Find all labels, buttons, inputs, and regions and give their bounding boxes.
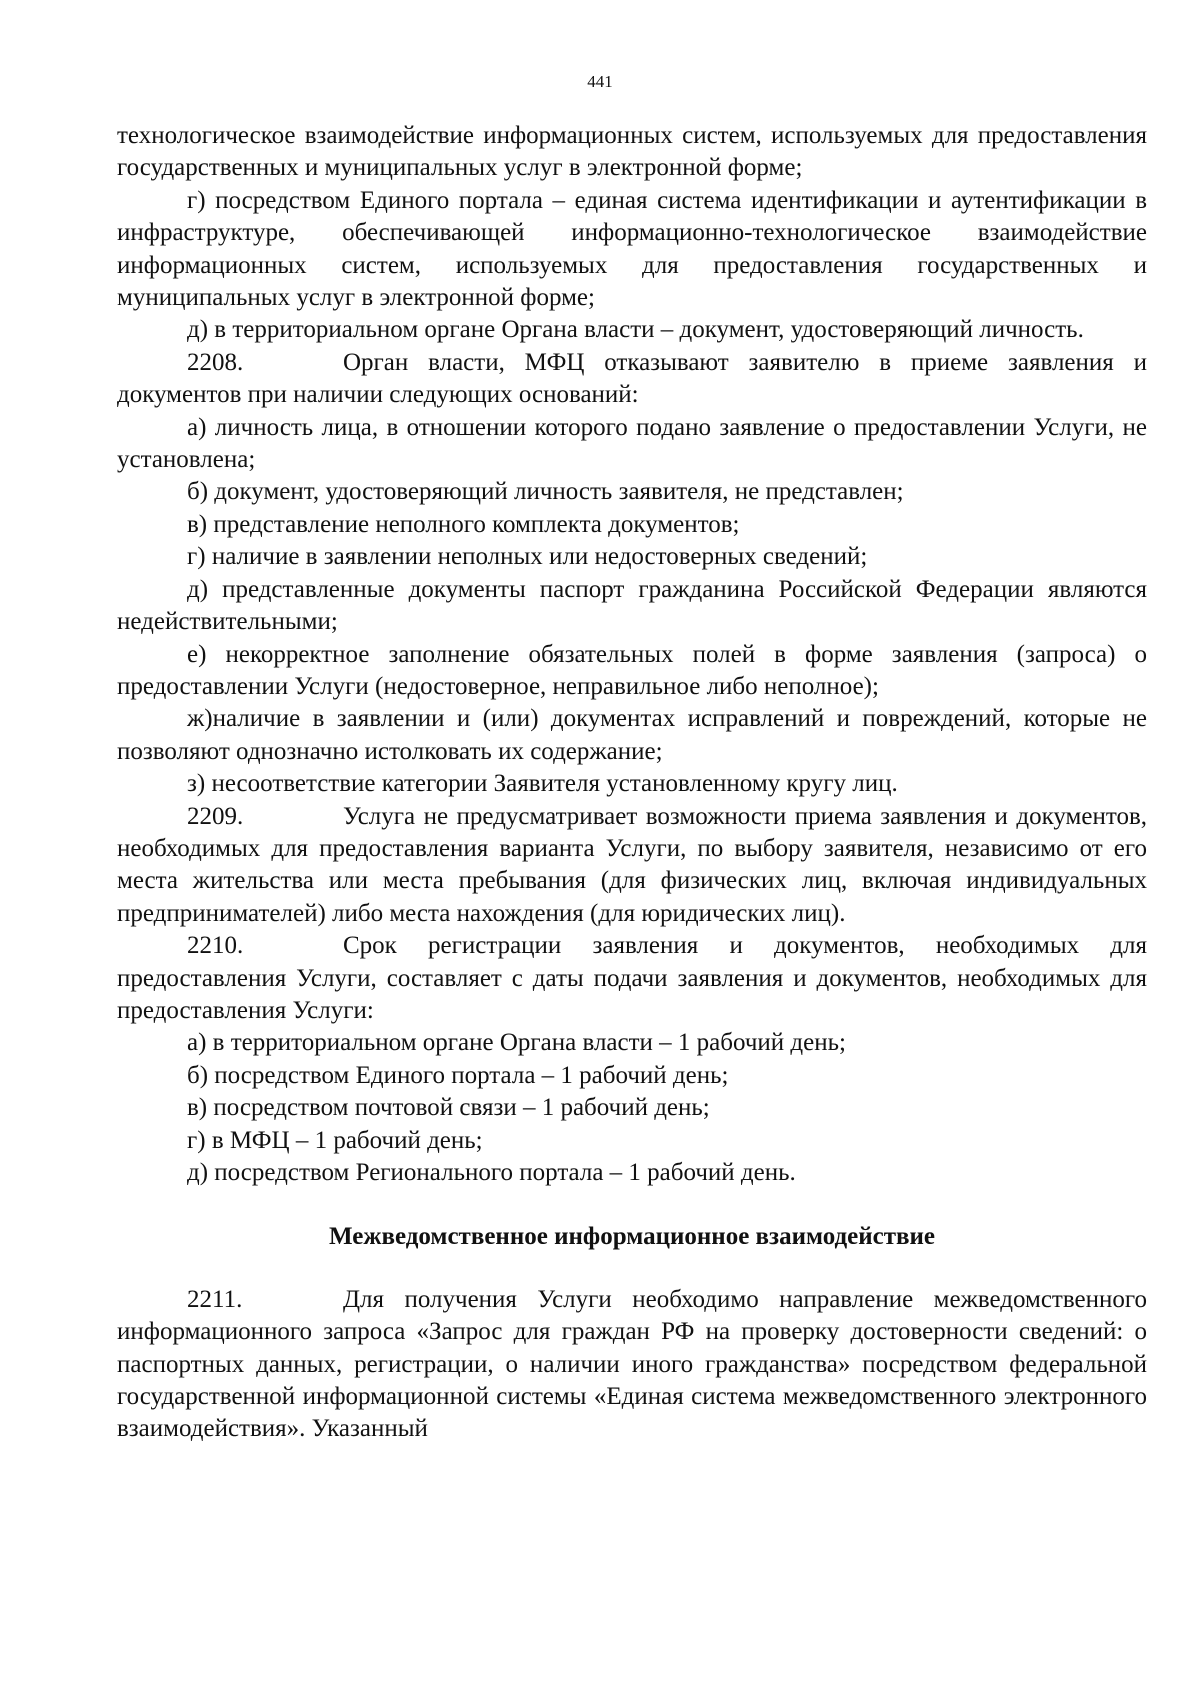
clause-2208: [117, 347, 1147, 412]
deadline-item-v: в) посредством почтовой связи – 1 рабочий день;: [187, 1094, 710, 1122]
deadline-item-d: д) посредством Регионального портала – 1 рабочий день.: [187, 1159, 796, 1186]
clause-number: 2209.: [187, 802, 244, 830]
list-item-g: г) посредством Единого портала – единая система идентификации и аутентификации в инфраструктуре, обеспечивающей информационно-технологическое взаимодействие информационных систем, используемых для предоставления государственных и муниципальных услуг в электронной форме;: [117, 186, 1147, 312]
clause-number: 2211.: [187, 1285, 243, 1313]
deadline-item-g: г) в МФЦ – 1 рабочий день;: [187, 1126, 483, 1154]
clause-text: Срок регистрации заявления и документов, необходимых для предоставления Услуги, составляет с даты подачи заявления и документов, необходимых для предоставления Услуги:: [117, 932, 1147, 1024]
clause-text: Для получения Услуги необходимо направление межведомственного информационного запроса «Запрос для граждан РФ на проверку достоверности сведений: о паспортных данных, регистрации, о наличии иного гражданства» посредством федеральной государственной информационной системы «Единая система межведомственного электронного взаимодействия». Указанный: [117, 1285, 1147, 1443]
list-item-zh: ж)наличие в заявлении и (или) документах исправлений и повреждений, которые не позволяют однозначно истолковать их содержание;: [117, 705, 1147, 765]
clause-text: Орган власти, МФЦ отказывают заявителю в приеме заявления и документов при наличии следующих оснований:: [117, 348, 1147, 409]
document-body: [117, 120, 1147, 1446]
list-item-b: б) документ, удостоверяющий личность заявителя, не представлен;: [187, 478, 904, 506]
page-number: 441: [587, 72, 613, 91]
paragraph-continuation: технологическое взаимодействие информационных систем, используемых для предоставления государственных и муниципальных услуг в электронной форме;: [117, 122, 1147, 182]
list-item-a: а) личность лица, в отношении которого подано заявление о предоставлении Услуги, не установлена;: [117, 413, 1147, 474]
list-item-e: е) некорректное заполнение обязательных полей в форме заявления (запроса) о предоставлении Услуги (недостоверное, неправильное либо неполное);: [117, 640, 1147, 700]
list-item-z: з) несоответствие категории Заявителя установленному кругу лиц.: [187, 770, 898, 798]
list-item-d2: д) представленные документы паспорт гражданина Российской Федерации являются недействительными;: [117, 575, 1147, 636]
deadline-item-a: а) в территориальном органе Органа власти – 1 рабочий день;: [187, 1029, 846, 1057]
clause-2209: [117, 801, 1147, 931]
section-heading-wrap: [117, 1189, 1147, 1283]
list-item-v: в) представление неполного комплекта документов;: [187, 510, 740, 538]
deadline-item-b: б) посредством Единого портала – 1 рабочий день;: [187, 1061, 729, 1089]
clause-number: 2208.: [187, 348, 244, 376]
clause-2210: [117, 930, 1147, 1027]
list-item-g2: г) наличие в заявлении неполных или недостоверных сведений;: [187, 543, 868, 571]
list-item-d: д) в территориальном органе Органа власти – документ, удостоверяющий личность.: [187, 316, 1084, 344]
clause-text: Услуга не предусматривает возможности приема заявления и документов, необходимых для предоставления варианта Услуги, по выбору заявителя, независимо от его места жительства или места пребывания (для физических лиц, включая индивидуальных предпринимателей) либо места нахождения (для юридических лиц).: [117, 802, 1147, 927]
clause-2211: [117, 1284, 1147, 1446]
clause-number: 2210.: [187, 932, 244, 960]
section-heading: Межведомственное информационное взаимодействие: [329, 1223, 935, 1251]
